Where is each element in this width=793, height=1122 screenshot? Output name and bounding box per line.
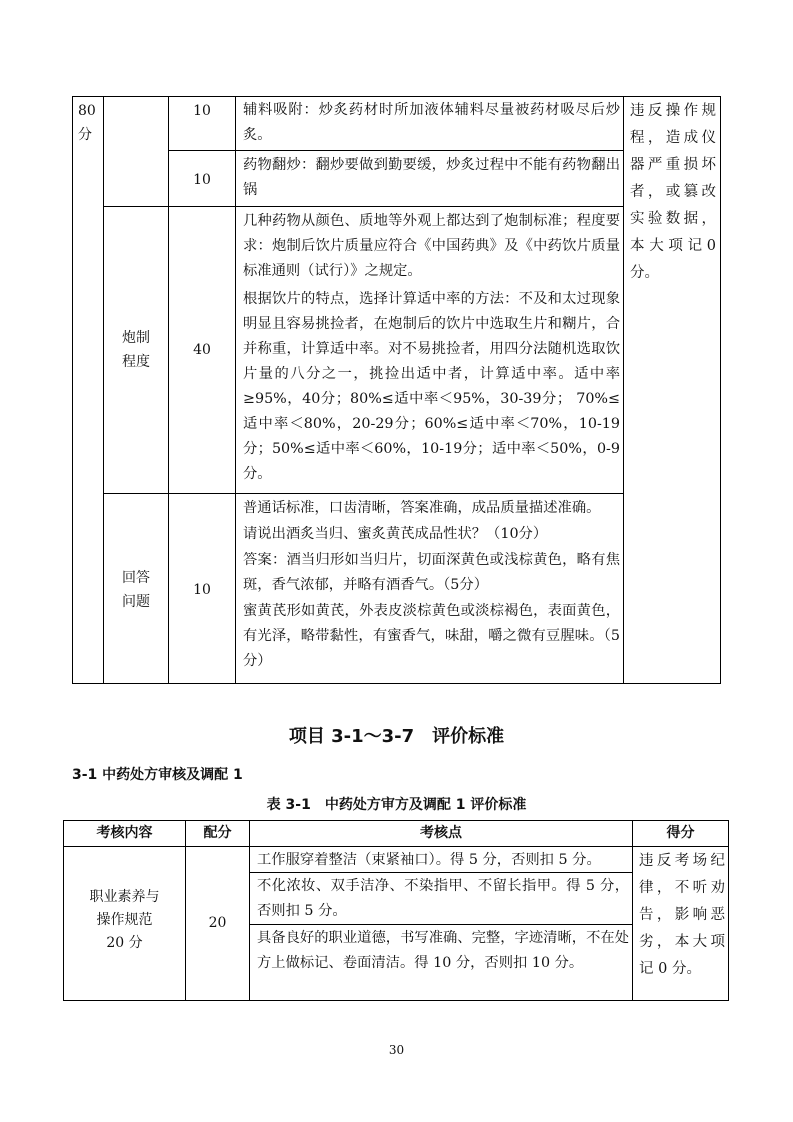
total-score-unit: 分 [78, 127, 92, 143]
total-score-number: 80 [78, 103, 96, 119]
item-name: 职业素养与 操作规范 20 分 [89, 889, 160, 951]
check-point: 不化浓妆、双手洁净、不染指甲、不留长指甲。得 5 分，否则扣 5 分。 [257, 878, 629, 919]
row-score: 10 [193, 172, 211, 188]
check-point: 工作服穿着整洁（束紧袖口）。得 5 分，否则扣 5 分。 [257, 852, 601, 868]
row-item-name: 回答 问题 [122, 570, 150, 610]
header-assessment-content: 考核内容 [96, 825, 153, 841]
row-score: 10 [193, 582, 211, 598]
row-content: 辅料吸附：炒炙药材时所加液体辅料尽量被药材吸尽后炒炙。 [243, 102, 620, 143]
row-content: 药物翻炒：翻炒要做到勤要缓，炒炙过程中不能有药物翻出锅 [243, 157, 620, 198]
row-content: 普通话标准，口齿清晰，答案准确，成品质量描述准确。 请说出酒炙当归、蜜炙黄芪成品性状？（10分） 答案：酒当归形如当归片，切面深黄色或浅棕黄色，略有焦斑，香气浓郁，并略有酒香气。（5分） 蜜黄芪形如黄芪，外表皮淡棕黄色或淡棕褐色，表面黄色，有光泽，略带黏性，有蜜香气，味甜，嚼之微有豆腥味。（5分） [243, 500, 620, 669]
row-score: 10 [193, 103, 211, 119]
header-score: 得分 [666, 825, 695, 841]
table-caption: 表 3-1 中药处方审方及调配 1 评价标准 [266, 797, 527, 813]
header-points: 配分 [203, 825, 232, 841]
header-check-points: 考核点 [420, 825, 462, 841]
item-points: 20 [208, 915, 227, 931]
subsection-title: 3-1 中药处方审核及调配 1 [72, 767, 243, 783]
row-content: 几种药物从颜色、质地等外观上都达到了炮制标准；程度要求：炮制后饮片质量应符合《中国药典》及《中药饮片质量标准通则（试行）》之规定。 根据饮片的特点，选择计算适中率的方法：不及和太过现象明显且容易挑捡者，在炮制后的饮片中选取生片和糊片，合并称重，计算适中率。对不易挑捡者，用四分法随机选取饮片量的八分之一，挑捡出适中者，计算适中率。适中率≥95%，40分；80%≤适中率＜95%，30-39分； 70%≤适中率＜80%，20-29分；60%≤适中率＜70%，10-19分；50%≤适中率＜60%，10-19分；适中率＜50%，0-9分。 [243, 213, 620, 482]
row-score: 40 [193, 342, 211, 358]
check-point: 具备良好的职业道德，书写准确、完整，字迹清晰，不在处方上做标记、卷面清洁。得 10 分，否则扣 10 分。 [257, 930, 629, 971]
penalty-note: 违反操作规程，造成仪器严重损坏者，或篡改实验数据，本大项记0分。 [630, 103, 716, 281]
row-item-name: 炮制 程度 [122, 330, 150, 370]
penalty-note: 违反考场纪律，不听劝告，影响恶劣，本大项记 0 分。 [639, 853, 725, 977]
section-title: 项目 3-1～3-7 评价标准 [288, 726, 505, 747]
page-number: 30 [388, 1043, 405, 1057]
